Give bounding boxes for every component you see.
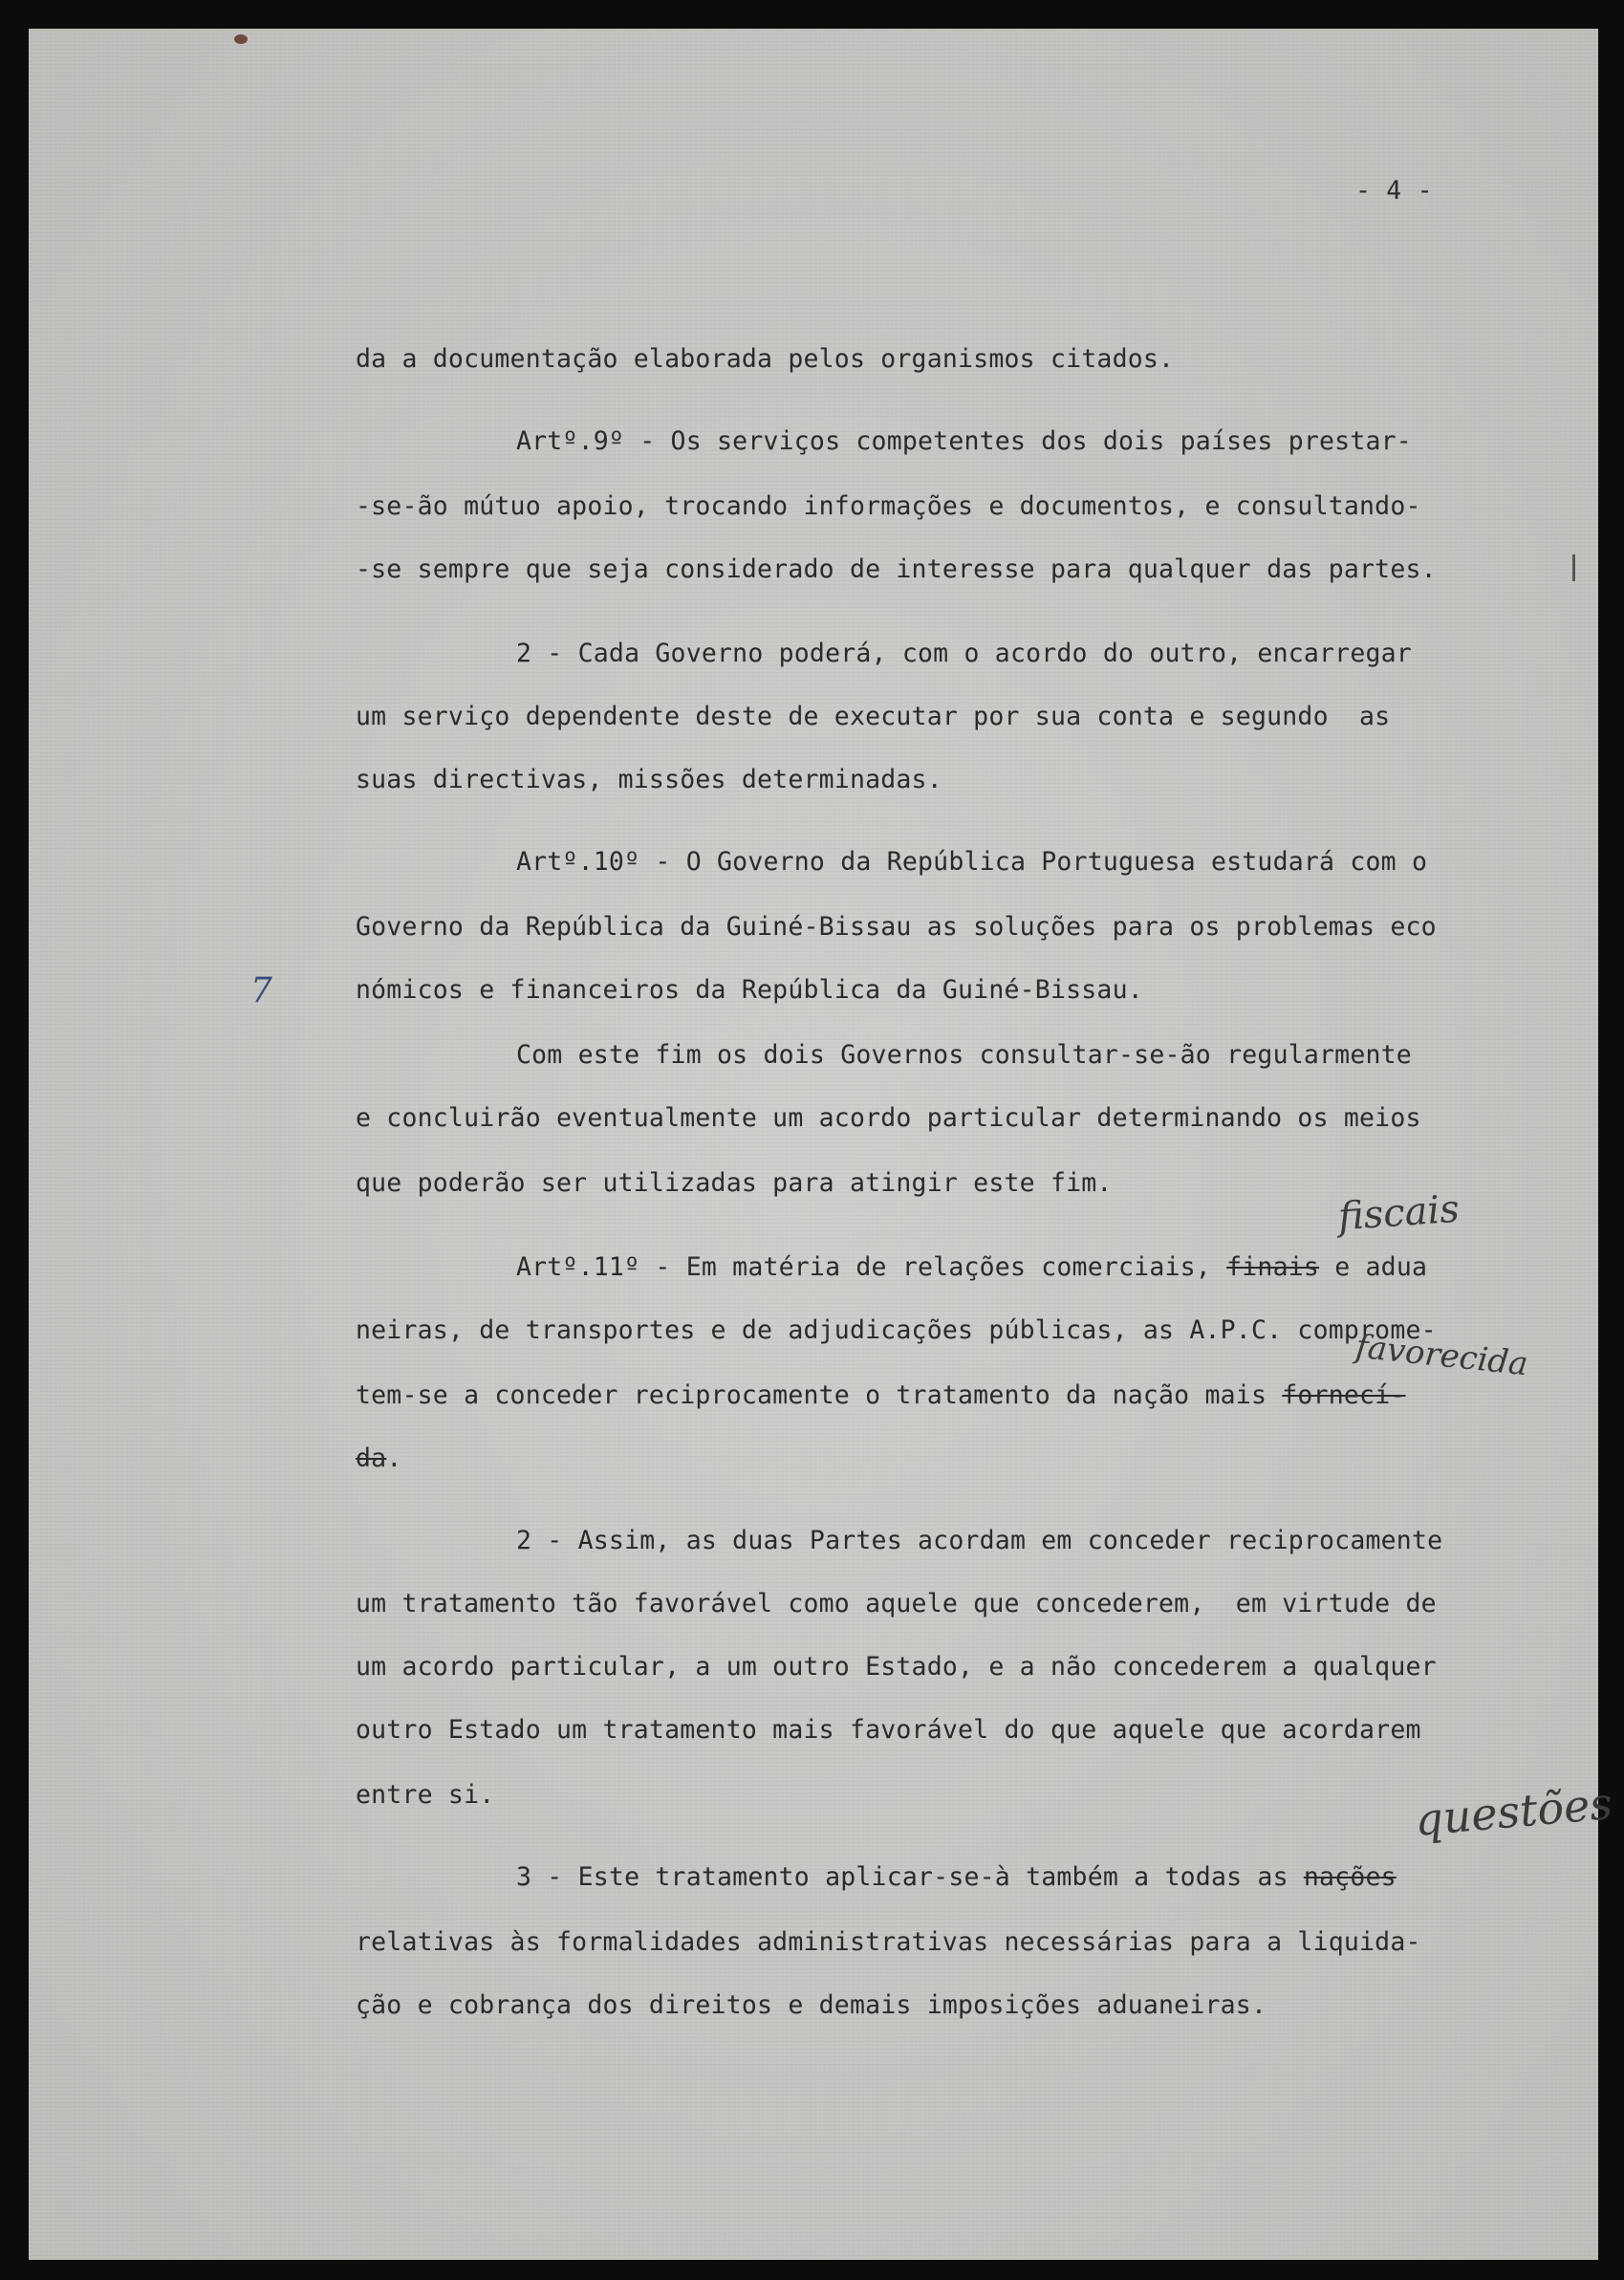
struck-text: finais (1226, 1252, 1320, 1282)
handwritten-margin-mark: 7 (250, 971, 272, 1010)
line-text: neiras, de transportes e de adjudicações públicas, as A.P.C. comprome- (356, 1315, 1437, 1345)
line-text-after: e adua (1319, 1252, 1428, 1282)
document-line (356, 1652, 1437, 1682)
document-line (356, 1589, 1437, 1618)
line-text: da a documentação elaborada pelos organismos citados. (356, 344, 1175, 374)
document-line (356, 1990, 1267, 2020)
document-line (356, 1927, 1421, 1957)
line-text: 2 - Assim, as duas Partes acordam em conceder reciprocamente (516, 1526, 1443, 1555)
document-line (356, 1715, 1421, 1745)
line-text: e concluirão eventualmente um acordo particular determinando os meios (356, 1103, 1421, 1133)
handwritten-correction-fiscais: fiscais (1336, 1186, 1462, 1240)
line-text: suas directivas, missões determinadas. (356, 765, 942, 794)
document-line (516, 1252, 1427, 1282)
line-text: Artº.11º - Em matéria de relações comerciais, (516, 1252, 1227, 1282)
line-text: Governo da República da Guiné-Bissau as soluções para os problemas eco (356, 912, 1437, 942)
document-line (516, 847, 1427, 877)
document-line (356, 1103, 1421, 1133)
document-line (356, 1780, 494, 1810)
document-line (516, 426, 1412, 456)
line-text: ção e cobrança dos direitos e demais imposições aduaneiras. (356, 1990, 1267, 2020)
margin-mark (1572, 554, 1575, 581)
line-text: Com este fim os dois Governos consultar-se-ão regularmente (516, 1040, 1412, 1070)
document-line (356, 554, 1437, 584)
document-line (356, 912, 1437, 942)
line-text: Artº.10º - O Governo da República Portuguesa estudará com o (516, 847, 1428, 877)
line-text: -se-ão mútuo apoio, trocando informações e documentos, e consultando- (356, 491, 1421, 521)
document-line (356, 975, 1143, 1005)
line-text-after: . (386, 1444, 402, 1473)
document-line (356, 765, 942, 794)
line-text: 3 - Este tratamento aplicar-se-à também a todas as (516, 1862, 1304, 1892)
document-line (356, 1444, 401, 1473)
line-text: outro Estado um tratamento mais favorável do que aquele que acordarem (356, 1715, 1421, 1745)
document-line (356, 1315, 1437, 1345)
ink-spot (234, 34, 248, 44)
document-line (516, 639, 1412, 668)
line-text: que poderão ser utilizadas para atingir este fim. (356, 1168, 1113, 1198)
line-text: nómicos e financeiros da República da Guiné-Bissau. (356, 975, 1143, 1005)
document-line (516, 1040, 1412, 1070)
page-number: - 4 - (1355, 176, 1433, 206)
handwritten-correction-favorecida: favorecida (1353, 1327, 1530, 1384)
document-page (29, 29, 1614, 2260)
line-text: um tratamento tão favorável como aquele que concederem, em virtude de (356, 1589, 1437, 1618)
line-text: 2 - Cada Governo poderá, com o acordo do outro, encarregar (516, 639, 1412, 668)
struck-text: da (356, 1444, 387, 1473)
document-line (356, 491, 1421, 521)
handwritten-correction-questoes: questões (1413, 1777, 1614, 1846)
document-line (356, 1380, 1406, 1410)
document-line (356, 1168, 1113, 1198)
line-text: um acordo particular, a um outro Estado, e a não concederem a qualquer (356, 1652, 1437, 1682)
document-line (516, 1526, 1442, 1555)
document-line (516, 1862, 1397, 1892)
struck-text: nações (1303, 1862, 1397, 1892)
document-line (356, 702, 1390, 731)
line-text: -se sempre que seja considerado de interesse para qualquer das partes. (356, 554, 1437, 584)
struck-text: fornecí- (1282, 1380, 1406, 1410)
line-text: um serviço dependente deste de executar por sua conta e segundo as (356, 702, 1391, 731)
document-line (356, 344, 1174, 374)
line-text: tem-se a conceder reciprocamente o tratamento da nação mais (356, 1380, 1283, 1410)
line-text: relativas às formalidades administrativas necessárias para a liquida- (356, 1927, 1421, 1957)
line-text: Artº.9º - Os serviços competentes dos dois países prestar- (516, 426, 1412, 456)
line-text: entre si. (356, 1780, 495, 1810)
